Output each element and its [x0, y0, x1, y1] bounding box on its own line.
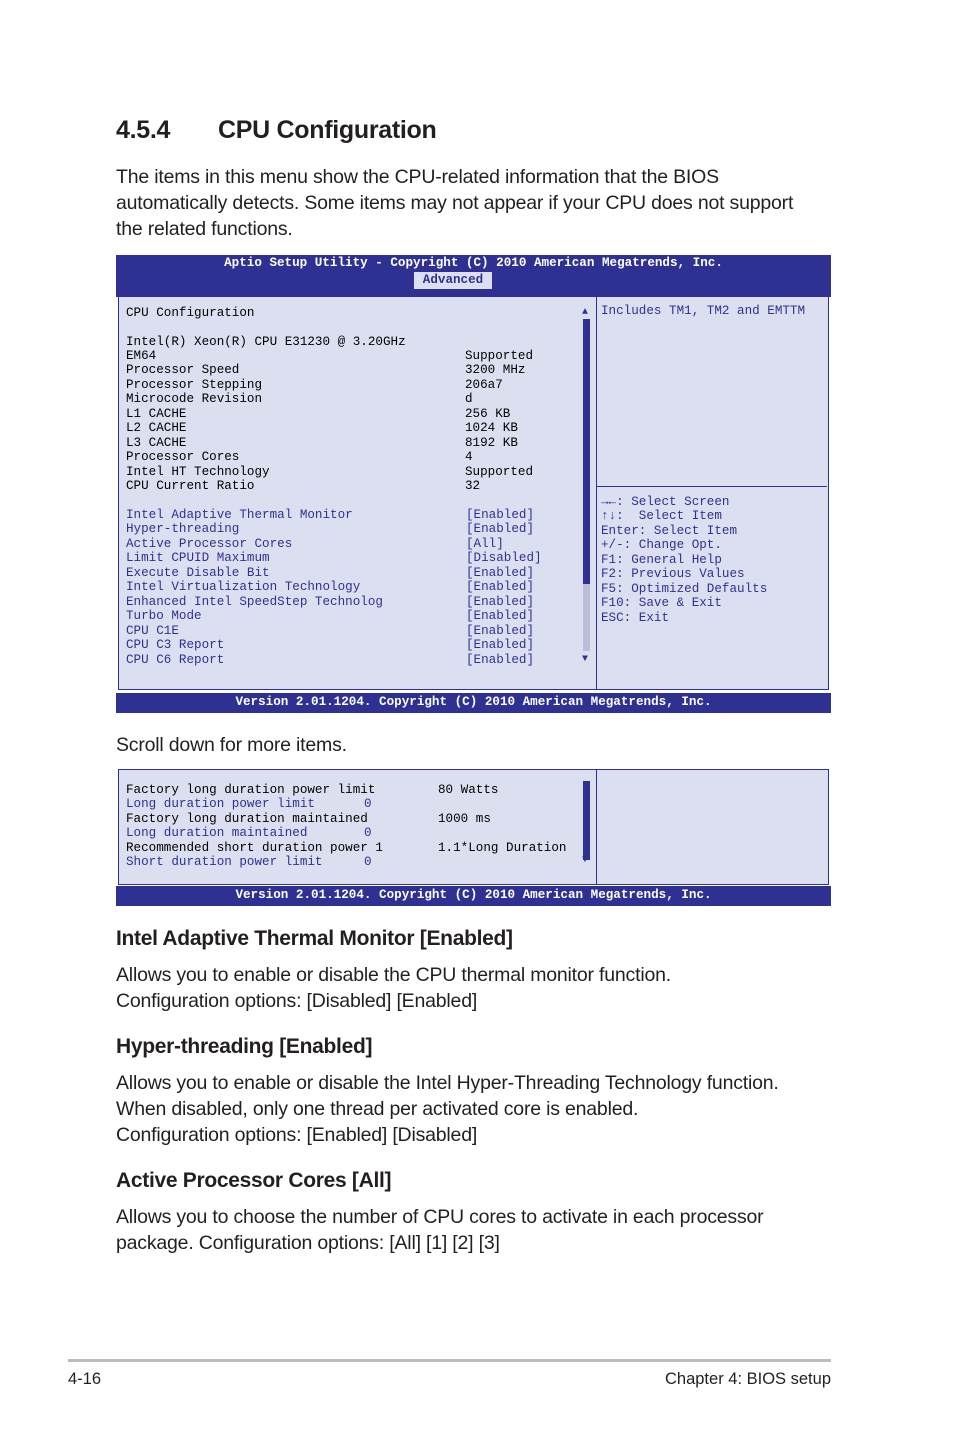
option-label[interactable]: Intel Virtualization Technology: [126, 580, 361, 595]
description-line: Allows you to enable or disable the CPU thermal monitor function.: [116, 964, 671, 986]
description-line: When disabled, only one thread per activated core is enabled.: [116, 1098, 639, 1120]
option-value[interactable]: [Enabled]: [466, 522, 535, 537]
help-text: Includes TM1, TM2 and EMTTM: [601, 304, 806, 318]
bios-footer-text: Version 2.01.1204. Copyright (C) 2010 American Megatrends, Inc.: [235, 888, 712, 902]
bios-footer-text: Version 2.01.1204. Copyright (C) 2010 American Megatrends, Inc.: [235, 695, 712, 709]
option-label[interactable]: CPU C1E: [126, 623, 179, 638]
option-value[interactable]: [Enabled]: [466, 580, 535, 595]
key-hint: ↑↓: Select Item: [601, 509, 722, 524]
info-label: Microcode Revision: [126, 392, 263, 407]
power-value[interactable]: 0: [364, 797, 372, 812]
info-label: L2 CACHE: [126, 421, 187, 436]
option-value[interactable]: [Enabled]: [466, 638, 535, 653]
chapter-title: Chapter 4: BIOS setup: [664, 1370, 831, 1388]
key-hint: F10: Save & Exit: [601, 596, 722, 611]
scrollbar-thumb[interactable]: [583, 781, 590, 860]
power-value[interactable]: 0: [364, 855, 372, 870]
option-value[interactable]: [Enabled]: [466, 508, 535, 522]
option-label[interactable]: Enhanced Intel SpeedStep Technolog: [126, 594, 383, 609]
item-description-hyper-threading: [116, 1070, 836, 1148]
scroll-down-icon[interactable]: ▼: [582, 855, 589, 866]
power-label[interactable]: Long duration maintained: [126, 826, 308, 841]
info-value: 8192 KB: [465, 435, 518, 450]
item-heading-active-cores: Active Processor Cores [All]: [116, 1169, 392, 1192]
key-hint: ESC: Exit: [601, 610, 670, 625]
power-label: Factory long duration power limit: [126, 783, 376, 797]
option-value[interactable]: [Enabled]: [466, 594, 535, 609]
option-label[interactable]: Intel Adaptive Thermal Monitor: [126, 508, 353, 522]
section-title: CPU Configuration: [218, 116, 437, 144]
info-value: 3200 MHz: [465, 363, 526, 378]
info-label: Intel HT Technology: [126, 464, 270, 479]
option-label[interactable]: Active Processor Cores: [126, 536, 293, 551]
bios-footer-bar: [116, 693, 831, 713]
key-hint: +/-: Change Opt.: [601, 538, 722, 553]
scroll-note-text: Scroll down for more items.: [116, 734, 347, 756]
info-value: d: [465, 392, 473, 407]
option-label[interactable]: CPU C6 Report: [126, 652, 225, 667]
info-value: 4: [465, 450, 473, 465]
bios-help-panel-continued: [596, 769, 829, 885]
info-label: CPU Current Ratio: [126, 479, 255, 494]
description-line: Configuration options: [Disabled] [Enabled]: [116, 990, 478, 1012]
power-label[interactable]: Long duration power limit: [126, 797, 315, 812]
info-label: L1 CACHE: [126, 406, 187, 421]
bios-panel-title: CPU Configuration: [126, 306, 255, 320]
info-value: 206a7: [465, 377, 503, 392]
info-label: L3 CACHE: [126, 435, 187, 450]
help-divider: [597, 486, 827, 487]
power-label: Recommended short duration power 1: [126, 840, 383, 855]
option-value[interactable]: [Enabled]: [466, 565, 535, 580]
bios-header-title: Aptio Setup Utility - Copyright (C) 2010 American Megatrends, Inc.: [224, 256, 723, 270]
option-label[interactable]: CPU C3 Report: [126, 638, 225, 653]
intro-line: The items in this menu show the CPU-related information that the BIOS: [116, 166, 719, 188]
page-number: 4-16: [68, 1370, 102, 1388]
info-label: Processor Stepping: [126, 377, 263, 392]
key-hint: F2: Previous Values: [601, 567, 745, 582]
option-value[interactable]: [Disabled]: [466, 551, 542, 566]
footer-rule: [68, 1359, 831, 1362]
key-hint: F1: General Help: [601, 552, 722, 567]
bios-main-panel: [118, 296, 598, 690]
power-label: Factory long duration maintained: [126, 811, 368, 826]
info-value: 256 KB: [465, 406, 511, 421]
info-label: Processor Speed: [126, 363, 240, 378]
description-line: Allows you to enable or disable the Intel Hyper-Threading Technology function.: [116, 1072, 779, 1094]
key-hint: Enter: Select Item: [601, 523, 738, 538]
info-value: 1024 KB: [465, 421, 518, 436]
tab-advanced[interactable]: Advanced: [414, 272, 492, 289]
item-description-thermal-monitor: [116, 962, 836, 1014]
option-label[interactable]: Limit CPUID Maximum: [126, 551, 270, 566]
description-line: Configuration options: [Enabled] [Disabled]: [116, 1124, 478, 1146]
bios-header-bar: [116, 255, 831, 290]
scroll-down-icon[interactable]: ▼: [582, 654, 589, 665]
intro-paragraph: [116, 164, 836, 242]
power-value: 80 Watts: [438, 783, 499, 797]
info-value: Supported: [465, 349, 534, 363]
item-heading-thermal-monitor: Intel Adaptive Thermal Monitor [Enabled]: [116, 927, 513, 950]
intro-line: automatically detects. Some items may not appear if your CPU does not support: [116, 192, 794, 214]
option-label[interactable]: Hyper-threading: [126, 522, 240, 537]
bios-help-panel: [596, 296, 829, 690]
info-label: Processor Cores: [126, 450, 240, 465]
description-line: package. Configuration options: [All] [1] [2] [3]: [116, 1232, 500, 1254]
option-value[interactable]: [Enabled]: [466, 652, 535, 667]
power-value: 1.1*Long Duration: [438, 840, 567, 855]
info-value: 32: [465, 479, 481, 494]
section-number: 4.5.4: [116, 116, 171, 144]
scrollbar-thumb[interactable]: [583, 319, 590, 584]
option-value[interactable]: [Enabled]: [466, 609, 535, 624]
key-hint: →←: Select Screen: [601, 495, 730, 509]
key-hint: F5: Optimized Defaults: [601, 581, 768, 596]
bios-main-panel-continued: [118, 769, 598, 885]
cpu-name: Intel(R) Xeon(R) CPU E31230 @ 3.20GHz: [126, 335, 406, 349]
option-value[interactable]: [All]: [466, 536, 504, 551]
info-value: Supported: [465, 464, 534, 479]
option-label[interactable]: Turbo Mode: [126, 609, 202, 624]
power-value: 1000 ms: [438, 811, 491, 826]
item-heading-hyper-threading: Hyper-threading [Enabled]: [116, 1035, 373, 1058]
bios-footer-bar: [116, 886, 831, 906]
info-label: EM64: [126, 349, 157, 363]
option-label[interactable]: Execute Disable Bit: [126, 565, 270, 580]
intro-line: the related functions.: [116, 218, 293, 240]
power-label[interactable]: Short duration power limit: [126, 855, 323, 870]
description-line: Allows you to choose the number of CPU cores to activate in each processor: [116, 1206, 764, 1228]
scroll-note: [116, 732, 836, 758]
option-value[interactable]: [Enabled]: [466, 623, 535, 638]
item-description-active-cores: [116, 1204, 836, 1256]
scroll-up-icon[interactable]: ▲: [582, 307, 589, 318]
section-heading: [116, 116, 436, 145]
power-value[interactable]: 0: [364, 826, 372, 841]
